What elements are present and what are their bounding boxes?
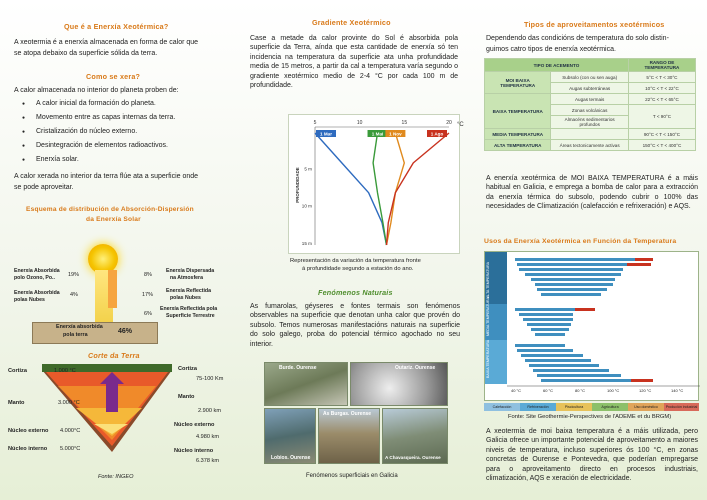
dist-pct: 19% xyxy=(68,272,80,278)
panel-middle xyxy=(236,0,472,500)
earth-depth: 75-100 Km xyxy=(196,376,224,382)
gradient-paragraph: Case a metade da calor provinte do Sol é absorbida pola superficie da Terra, aínda que esta cantidade de enerxía só ten incidencia na temperatura da superficie ata unha profundidade media de 15 metros, a partir da cal a temperatura varía segundo o gradiente xeotérmico medio de 2-4 °C por cada 100 m de profundidade. xyxy=(250,35,458,90)
table-row xyxy=(485,129,696,140)
dist-label: Superficie Terrestre xyxy=(166,313,215,319)
table-cell: 10°C < T < 22°C xyxy=(628,83,695,94)
photo-label: A Chavasqueira. Ourense xyxy=(385,455,441,460)
list-item: ● Movemento entre as capas internas da terra. xyxy=(14,111,175,125)
gradient-chart-svg xyxy=(289,115,464,255)
surface-text: A calor xerada no interior da terra flúe ata a superficie onde xyxy=(14,173,199,180)
photo-label: Burde. Ourense xyxy=(279,365,317,371)
photos-caption: Fenómenos superficiais en Galicia xyxy=(306,473,398,479)
table-category: MEDIA TEMPERATURA xyxy=(485,129,551,140)
dist-pct: 4% xyxy=(70,292,78,298)
table-cell: Subsolo (con ou sen auga) xyxy=(551,72,628,83)
uses-band-label: BAIXA TEMPERATURA xyxy=(486,339,490,378)
earth-depth: 4.980 km xyxy=(196,434,220,440)
dist-label: Enerxía Absorbida xyxy=(14,290,60,296)
uses-axis-tick: 60 °C xyxy=(543,388,554,393)
earth-right-label: Núcleo externo xyxy=(174,422,215,428)
types-text: Dependendo das condicións de temperatura do solo distin- xyxy=(486,35,669,42)
list-item: ● Desintegración de elementos radioactivos. xyxy=(14,139,175,153)
ground-pct: 46% xyxy=(118,328,133,335)
earth-label-manto: Manto xyxy=(8,400,25,406)
legend-item: Piscicultura xyxy=(556,403,592,411)
table-category: MOI BAIXA TEMPERATURA xyxy=(485,72,551,94)
table-cell xyxy=(551,129,628,140)
dist-label: polas Nubes xyxy=(14,297,45,303)
heat-origin-intro: A calor almacenada no interior do planeta proben de: xyxy=(14,87,179,94)
dist-label: polas Nubes xyxy=(170,295,201,301)
earth-temp: 4.000°C xyxy=(60,428,81,434)
phenomena-paragraph: As fumarolas, géyseres e fontes termais son fenómenos observables na superficie que denotan unha calor que provén do subsolo. Temos numerosas manifestacións naturais na superficie do solo galego, proba do potencial térmico agochado no seu interior. xyxy=(250,303,460,348)
earth-right-label: Núcleo interno xyxy=(174,448,214,454)
uses-chart-svg xyxy=(485,252,700,402)
section-title-types: Tipos de aproveitamentos xeotérmicos xyxy=(524,20,665,29)
earth-depth: 6.378 km xyxy=(196,458,220,464)
y-tick-label: 15 m xyxy=(301,241,312,246)
series-line xyxy=(387,133,405,245)
table-cell: 22°C < T < 65°C xyxy=(628,94,695,105)
table-header: RANGO DE TEMPERATURA xyxy=(628,59,695,72)
earth-cross-section xyxy=(42,364,172,454)
ground-label: Enerxía absorbida xyxy=(56,324,103,330)
table-row xyxy=(485,94,696,105)
uses-source: Fonte: Site Geothermie-Perspectives de l'ADEME et du BRGM) xyxy=(508,414,672,420)
photo-as-burgas xyxy=(318,408,380,464)
earth-temp: 1.000 °C xyxy=(54,368,76,374)
y-tick-label: 5 m xyxy=(304,166,312,172)
distribution-title: Esquema de distribución de Absorción-Dispersión xyxy=(26,206,194,213)
series-label: 1 Nov xyxy=(389,131,402,137)
table-cell: Augas termais xyxy=(551,94,628,105)
section-title-gradient: Gradiente Xeotérmico xyxy=(312,18,391,27)
series-line xyxy=(373,133,386,245)
types-text: guimos catro tipos de enerxía xeotérmica. xyxy=(486,46,616,53)
x-tick-label: 20 xyxy=(446,120,452,126)
reflected-beam xyxy=(108,270,117,308)
photo-chavasqueira xyxy=(382,408,448,464)
final-paragraph: A xeotermia de moi baixa temperatura é a máis utilizada, pero Galicia ofrece un importante potencial de aproveitamento a maiores niveis de temperatura, incluso superiores ós 100 °C, en zonas concretas de Ourense e Pontevedra, que poderían empregarse para o aproveitamento directo en procesos industriais, climatización, AQS e xeración de electricidade. xyxy=(486,428,698,483)
table-cell: Áreas tectonicamente activas xyxy=(551,140,628,151)
moi-baixa-paragraph: A enerxía xeotérmica de MOI BAIXA TEMPERATURA é a máis habitual en Galicia, e emprega a bomba de calor para a extracción da enerxía térmica do subsolo, podendo cubrir o 100% das necesidades de Climatización (calefacción e refrixeración) e AQS. xyxy=(486,175,698,211)
photo-label: As Burgas. Ourense xyxy=(323,411,372,417)
table-row xyxy=(485,72,696,83)
chart-caption: Representación da variación da temperatura fronte xyxy=(290,258,421,264)
dist-label: Enerxía Reflectida pola xyxy=(160,306,218,312)
source-note: Fonte: INGEO xyxy=(98,474,134,480)
earth-right-label: Manto xyxy=(178,394,195,400)
dist-label: Enerxía Dispersada xyxy=(166,268,215,274)
earth-section-title: Corte da Terra xyxy=(88,351,140,360)
distribution-title: da Enerxía Solar xyxy=(86,216,141,223)
panel-right xyxy=(472,0,707,500)
series-line xyxy=(315,133,387,245)
series-label: 1 Mar xyxy=(319,131,333,137)
uses-axis-tick: 100 °C xyxy=(607,388,620,393)
earth-label-cortiza: Cortiza xyxy=(8,368,27,374)
surface-text: se pode aproveitar. xyxy=(14,184,74,191)
list-item: ● Cristalización do núcleo externo. xyxy=(14,125,175,139)
definition-line: se atopa debaixo da superficie sólida da terra. xyxy=(14,50,158,57)
section-title-phenomena: Fenómenos Naturais xyxy=(318,288,393,297)
dist-label: na Atmosfera xyxy=(170,275,203,281)
photo-lobios xyxy=(264,408,316,464)
x-tick-label: 10 xyxy=(356,120,363,126)
gradient-chart xyxy=(288,114,464,254)
legend-item: Agricultura xyxy=(592,403,628,411)
uses-band-label: MEDIA TEMPERATURA xyxy=(486,296,490,336)
earth-label-nucleo-int: Núcleo interno xyxy=(8,446,48,452)
dist-pct: 6% xyxy=(144,311,152,317)
photo-label: Lobios. Ourense xyxy=(271,455,311,461)
legend-item: Uso doméstico xyxy=(628,403,664,411)
x-tick-label: 15 xyxy=(401,120,408,126)
series-label: 1 Mai xyxy=(371,131,384,137)
table-header-row xyxy=(485,59,696,72)
y-axis-label: PROFUNDIDADE xyxy=(295,167,300,203)
uses-axis-tick: 140 °C xyxy=(671,388,684,393)
dist-label: Enerxía Reflectida xyxy=(166,288,211,294)
earth-temp: 3.000 °C xyxy=(58,400,80,406)
uses-chart xyxy=(484,251,699,401)
table-cell: 150°C < T < 400°C xyxy=(628,140,695,151)
earth-depth: 2.900 km xyxy=(198,408,222,414)
heat-sources-list xyxy=(14,97,175,167)
dist-label: polo Ozono, Po.. xyxy=(14,275,55,281)
table-header: TIPO DE ACEMENTO xyxy=(485,59,629,72)
photo-label: Outariz. Ourense xyxy=(395,365,436,371)
dist-pct: 8% xyxy=(144,272,152,278)
series-label: 1 Ago xyxy=(430,131,444,137)
table-cell: Zonas volcánicas xyxy=(551,105,628,116)
table-category: BAIXA TEMPERATURA xyxy=(485,94,551,129)
legend-item: Refrixeración xyxy=(520,403,556,411)
uses-chart-title: Usos da Enerxía Xeotérmica en Función da Temperatura xyxy=(484,238,677,245)
table-cell: Augas subterráneas xyxy=(551,83,628,94)
legend-item: Calefacción xyxy=(484,403,520,411)
photo-outariz xyxy=(350,362,448,406)
chart-caption: á profundidade segundo a estación do ano. xyxy=(302,266,414,272)
uses-axis-tick: 120 °C xyxy=(639,388,652,393)
list-item: ● A calor inicial da formación do planeta. xyxy=(14,97,175,111)
earth-temp: 5.000°C xyxy=(60,446,81,452)
earth-right-label: Cortiza xyxy=(178,366,197,372)
x-axis-label: °C xyxy=(457,122,464,128)
y-tick-label: 10 m xyxy=(301,203,312,209)
table-cell: 90°C < T < 150°C xyxy=(628,129,695,140)
list-item: ● Enerxía solar. xyxy=(14,153,175,167)
uses-axis-tick: 80 °C xyxy=(575,388,586,393)
table-cell: T < 90°C xyxy=(628,105,695,129)
x-tick-label: 5 xyxy=(313,120,317,126)
table-row xyxy=(485,140,696,151)
legend-item: Produción industrial xyxy=(665,405,698,409)
table-category: ALTA TEMPERATURA xyxy=(485,140,551,151)
table-cell: 5°C < T < 30°C xyxy=(628,72,695,83)
earth-label-nucleo-ext: Núcleo externo xyxy=(8,428,49,434)
dist-pct: 17% xyxy=(142,292,154,298)
definition-line: A xeotermia é a enerxía almacenada en forma de calor que xyxy=(14,39,199,46)
uses-band-label: ALTA TEMPERATURA xyxy=(486,261,490,298)
section-title-how: Como se xera? xyxy=(86,72,141,81)
uses-axis-tick: 40 °C xyxy=(511,388,522,393)
panel-left xyxy=(0,0,236,500)
ground-label: pola terra xyxy=(63,332,88,338)
temperature-types-table xyxy=(484,58,696,151)
table-cell: Almacéns sedimentarios profundos xyxy=(551,116,628,129)
section-title-what: Que é a Enerxía Xeotérmica? xyxy=(64,22,169,31)
dist-label: Enerxía Absorbida xyxy=(14,268,60,274)
photo-burde xyxy=(264,362,348,406)
